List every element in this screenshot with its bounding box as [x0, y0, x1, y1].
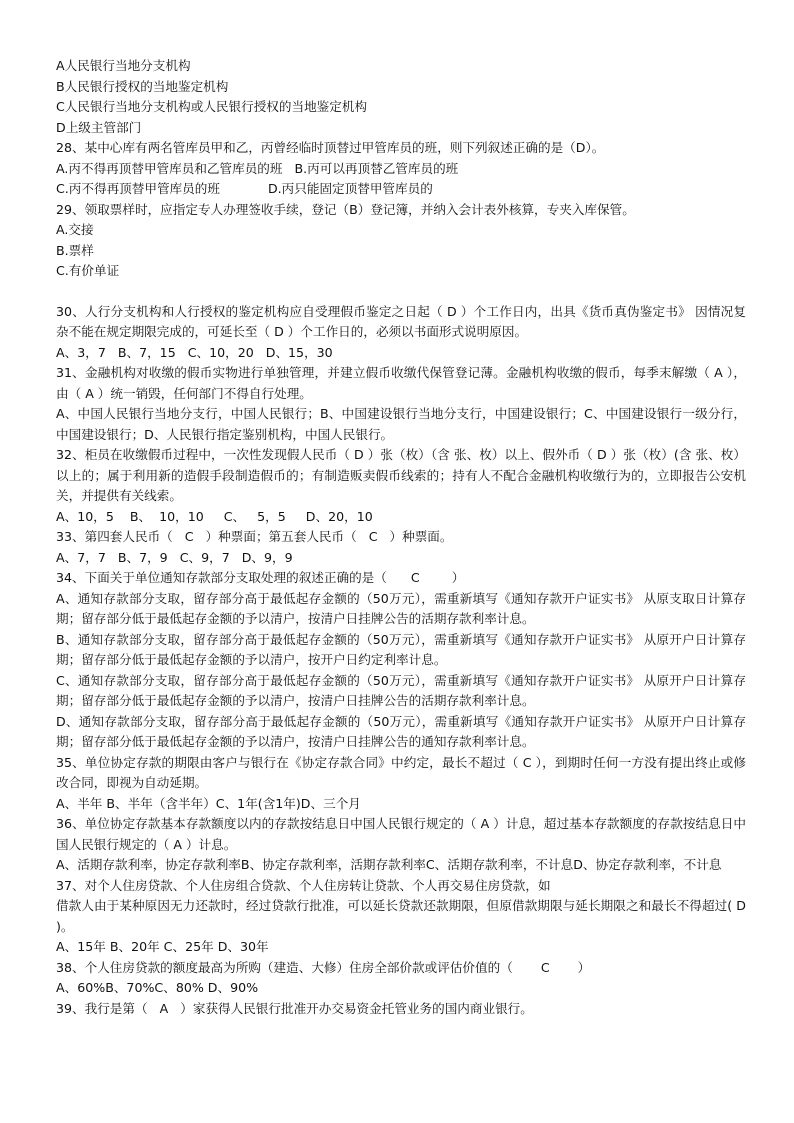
question-30: 30、人行分支机构和人行授权的鉴定机构应自受理假币鉴定之日起（ D ）个工作日内，出具《货币真伪鉴定书》 因情况复杂不能在规定期限完成的，可延长至（ D ）个工作日的，必须以书面形式说明原因。	[56, 303, 746, 339]
question-29: 29、领取票样时，应指定专人办理签收手续，登记（B）登记簿，并纳入会计表外核算，专夹入库保管。	[56, 201, 635, 217]
question-31: 31、金融机构对收缴的假币实物进行单独管理，并建立假币收缴代保管登记薄。金融机构收缴的假币，每季末解缴（ A ），由（ A ）统一销毁，任何部门不得自行处理。	[56, 365, 746, 401]
option-b-q29: B.票样	[56, 242, 94, 258]
options-q38: A、60%B、70%C、80% D、90%	[56, 980, 259, 995]
question-37-line1: 37、对个人住房贷款、个人住房组合贷款、个人住房转让贷款、个人再交易住房贷款，如	[56, 877, 551, 893]
option-a-q29: A.交接	[56, 222, 94, 237]
options-q30: A、3，7 B、7，15 C、10，20 D、15，30	[56, 344, 333, 360]
document-page	[56, 56, 746, 1019]
option-d-q27: D上级主管部门	[56, 119, 142, 135]
option-b-q27: B人民银行授权的当地鉴定机构	[56, 78, 229, 94]
option-a-q34: A、通知存款部分支取，留存部分高于最低起存金额的（50万元），需重新填写《通知存款开户证实书》 从原支取日计算存期；留存部分低于最低起存金额的予以清户，按清户日挂牌公告的活期存款利率计息。	[56, 590, 746, 626]
option-d-q34: D、通知存款部分支取，留存部分高于最低起存金额的（50万元），需重新填写《通知存款开户证实书》 从原开户日计算存期；留存部分低于最低起存金额的予以清户，按清户日挂牌公告的通知存款利率计息。	[56, 713, 746, 749]
blank-gap	[56, 282, 746, 302]
options-ab-q28: A.丙不得再顶替甲管库员和乙管库员的班 B.丙可以再顶替乙管库员的班	[56, 160, 459, 176]
question-35: 35、单位协定存款的期限由客户与银行在《协定存款合同》中约定，最长不超过（ C ），到期时任何一方没有提出终止或修改合同，即视为自动延期。	[56, 754, 746, 790]
question-38: 38、个人住房贷款的额度最高为所购（建造、大修）住房全部价款或评估价值的（ C ）	[56, 959, 591, 975]
question-39: 39、我行是第（ A ）家获得人民银行批准开办交易资金托管业务的国内商业银行。	[56, 1000, 533, 1016]
options-q31: A、中国人民银行当地分支行，中国人民银行；B、中国建设银行当地分支行，中国建设银行；C、中国建设银行一级分行，中国建设银行；D、人民银行指定鉴别机构，中国人民银行。	[56, 406, 746, 442]
option-b-q34: B、通知存款部分支取，留存部分高于最低起存金额的（50万元），需重新填写《通知存款开户证实书》 从原开户日计算存期；留存部分低于最低起存金额的予以清户，按开户日约定利率计息。	[56, 631, 746, 667]
options-q32: A、10，5 B、 10，10 C、 5，5 D、20，10	[56, 508, 373, 524]
question-34: 34、下面关于单位通知存款部分支取处理的叙述正确的是（ C ）	[56, 570, 465, 585]
options-q37: A、15年 B、20年 C、25年 D、30年	[56, 939, 269, 954]
option-c-q27: C人民银行当地分支机构或人民银行授权的当地鉴定机构	[56, 99, 368, 114]
option-a-q27: A人民银行当地分支机构	[56, 58, 191, 73]
option-c-q34: C、通知存款部分支取，留存部分高于最低起存金额的（50万元），需重新填写《通知存款开户证实书》 从原开户日计算存期；留存部分低于最低起存金额的予以清户，按清户日挂牌公告的活期存款利率计息。	[56, 672, 746, 708]
options-q35: A、半年 B、半年（含半年）C、1年(含1年)D、三个月	[56, 795, 361, 811]
question-37-line2: 借款人由于某种原因无力还款时，经过贷款行批准，可以延长贷款还款期限，但原借款期限与延长期限之和最长不得超过( D )。	[56, 898, 746, 934]
question-33: 33、第四套人民币（ C ）种票面；第五套人民币（ C ）种票面。	[56, 529, 453, 544]
question-32: 32、柜员在收缴假币过程中，一次性发现假人民币（ D ）张（枚）（含 张、枚）以上、假外币（ D ）张（枚）(含 张、枚）以上的；属于利用新的造假手段制造假币的；有制造贩卖假币线索的；持有人不配合金融机构收缴行为的，立即报告公安机关，并提供有关线索。	[56, 447, 746, 503]
question-36: 36、单位协定存款基本存款额度以内的存款按结息日中国人民银行规定的（ A ）计息，超过基本存款额度的存款按结息日中国人民银行规定的（ A ）计息。	[56, 816, 746, 852]
options-cd-q28: C.丙不得再顶替甲管库员的班 D.丙只能固定顶替甲管库员的	[56, 181, 433, 196]
question-28: 28、某中心库有两名管库员甲和乙，丙曾经临时顶替过甲管库员的班，则下列叙述正确的是（D）。	[56, 140, 605, 155]
option-c-q29: C.有价单证	[56, 263, 120, 278]
options-q33: A、7，7 B、7，9 C、9，7 D、9，9	[56, 549, 293, 565]
options-q36: A、活期存款利率，协定存款利率B、协定存款利率，活期存款利率C、活期存款利率，不计息D、协定存款利率，不计息	[56, 857, 722, 872]
